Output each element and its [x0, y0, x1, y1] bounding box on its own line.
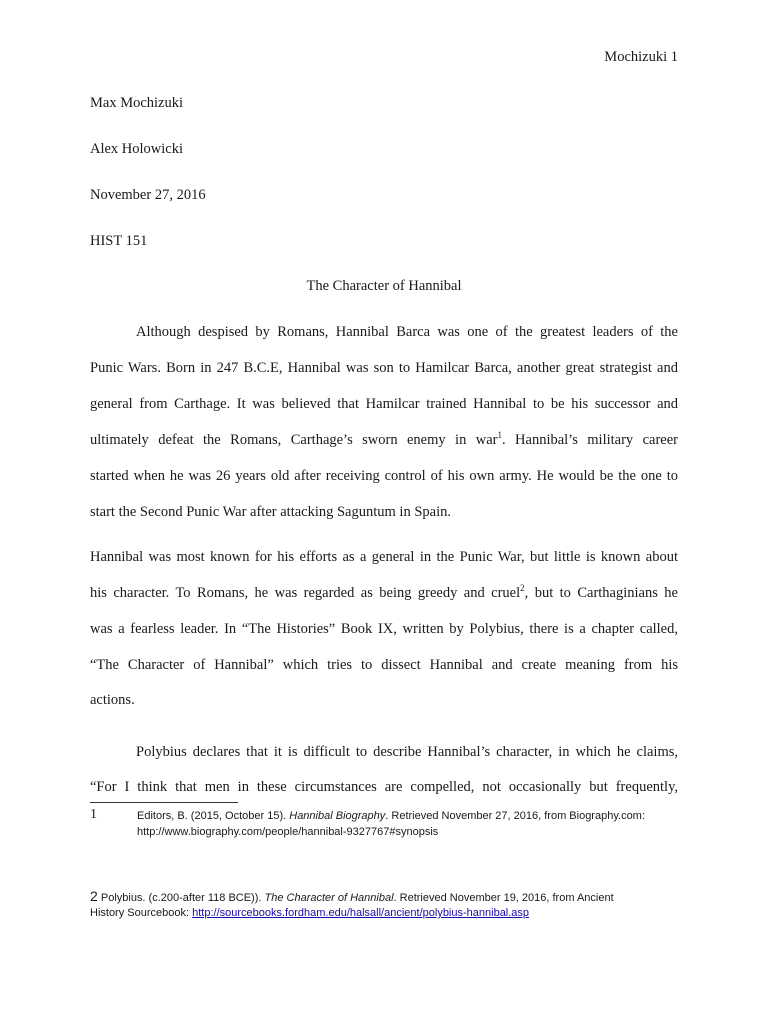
paragraph-2-line-5: actions. — [90, 692, 135, 708]
paragraph-1-line-4-text: ultimately defeat the Romans, Carthage’s sworn enemy in war — [90, 432, 498, 448]
footnote-1-line-1 — [137, 809, 645, 824]
footnote-ref-1[interactable]: 1 — [497, 430, 502, 440]
footnote-2-retrieved: . Retrieved November 19, 2016, from Ancient — [393, 892, 614, 904]
footnote-1-title: Hannibal Biography — [289, 810, 386, 822]
footnote-2-line-2 — [90, 906, 529, 921]
paragraph-2-line-2-text: his character. To Romans, he was regarded as being greedy and cruel — [90, 585, 521, 601]
paragraph-2-line-4: “The Character of Hannibal” which tries to dissect Hannibal and create meaning from his — [90, 657, 678, 673]
footnote-2-link[interactable]: http://sourcebooks.fordham.edu/halsall/ancient/polybius-hannibal.asp — [192, 907, 530, 919]
paragraph-1-line-4-tail: . Hannibal’s military career — [502, 432, 678, 448]
running-head: Mochizuki 1 — [604, 49, 678, 65]
essay-title: The Character of Hannibal — [306, 278, 462, 294]
footnote-1-author: Editors, B. (2015, October 15). — [137, 810, 290, 822]
footnote-2-number: 2 — [90, 888, 98, 904]
paragraph-1-line-6: start the Second Punic War after attacking Saguntum in Spain. — [90, 504, 451, 520]
paragraph-2-line-2 — [90, 584, 678, 602]
footnote-2-author: Polybius. (c.200-after 118 BCE)). — [100, 892, 265, 904]
paragraph-1-line-5: started when he was 26 years old after receiving control of his own army. He would be the one to — [90, 468, 678, 484]
document-date: November 27, 2016 — [90, 187, 206, 203]
course-code: HIST 151 — [90, 233, 148, 249]
paragraph-1-line-2: Punic Wars. Born in 247 B.C.E, Hannibal was son to Hamilcar Barca, another great strategist and — [90, 360, 678, 376]
footnote-2-source: History Sourcebook: — [90, 907, 193, 919]
paragraph-1-line-1: Although despised by Romans, Hannibal Barca was one of the greatest leaders of the — [136, 324, 678, 340]
author-name: Max Mochizuki — [90, 95, 184, 111]
footnote-ref-2[interactable]: 2 — [520, 583, 525, 593]
footnote-1-url: http://www.biography.com/people/hannibal-9327767#synopsis — [137, 826, 439, 838]
paragraph-3-line-1: Polybius declares that it is difficult to describe Hannibal’s character, in which he claims, — [136, 744, 678, 760]
paragraph-2-line-2-tail: , but to Carthaginians he — [524, 585, 678, 601]
footnote-1-retrieved: . Retrieved November 27, 2016, from Biography.com: — [385, 810, 645, 822]
paragraph-1-line-4 — [90, 431, 678, 449]
footnote-2-line-1 — [90, 889, 614, 906]
paragraph-3-line-2: “For I think that men in these circumstances are compelled, not occasionally but frequently, — [90, 779, 678, 795]
footnote-1-number: 1 — [90, 807, 97, 822]
paragraph-1-line-3: general from Carthage. It was believed that Hamilcar trained Hannibal to be his successor and — [90, 396, 678, 412]
instructor-name: Alex Holowicki — [90, 141, 184, 157]
footnote-2-title: The Character of Hannibal — [264, 892, 394, 904]
paragraph-2-line-1: Hannibal was most known for his efforts as a general in the Punic War, but little is known about — [90, 549, 678, 565]
paragraph-2-line-3: was a fearless leader. In “The Histories” Book IX, written by Polybius, there is a chapter called, — [90, 621, 678, 637]
footnote-separator — [90, 802, 238, 803]
